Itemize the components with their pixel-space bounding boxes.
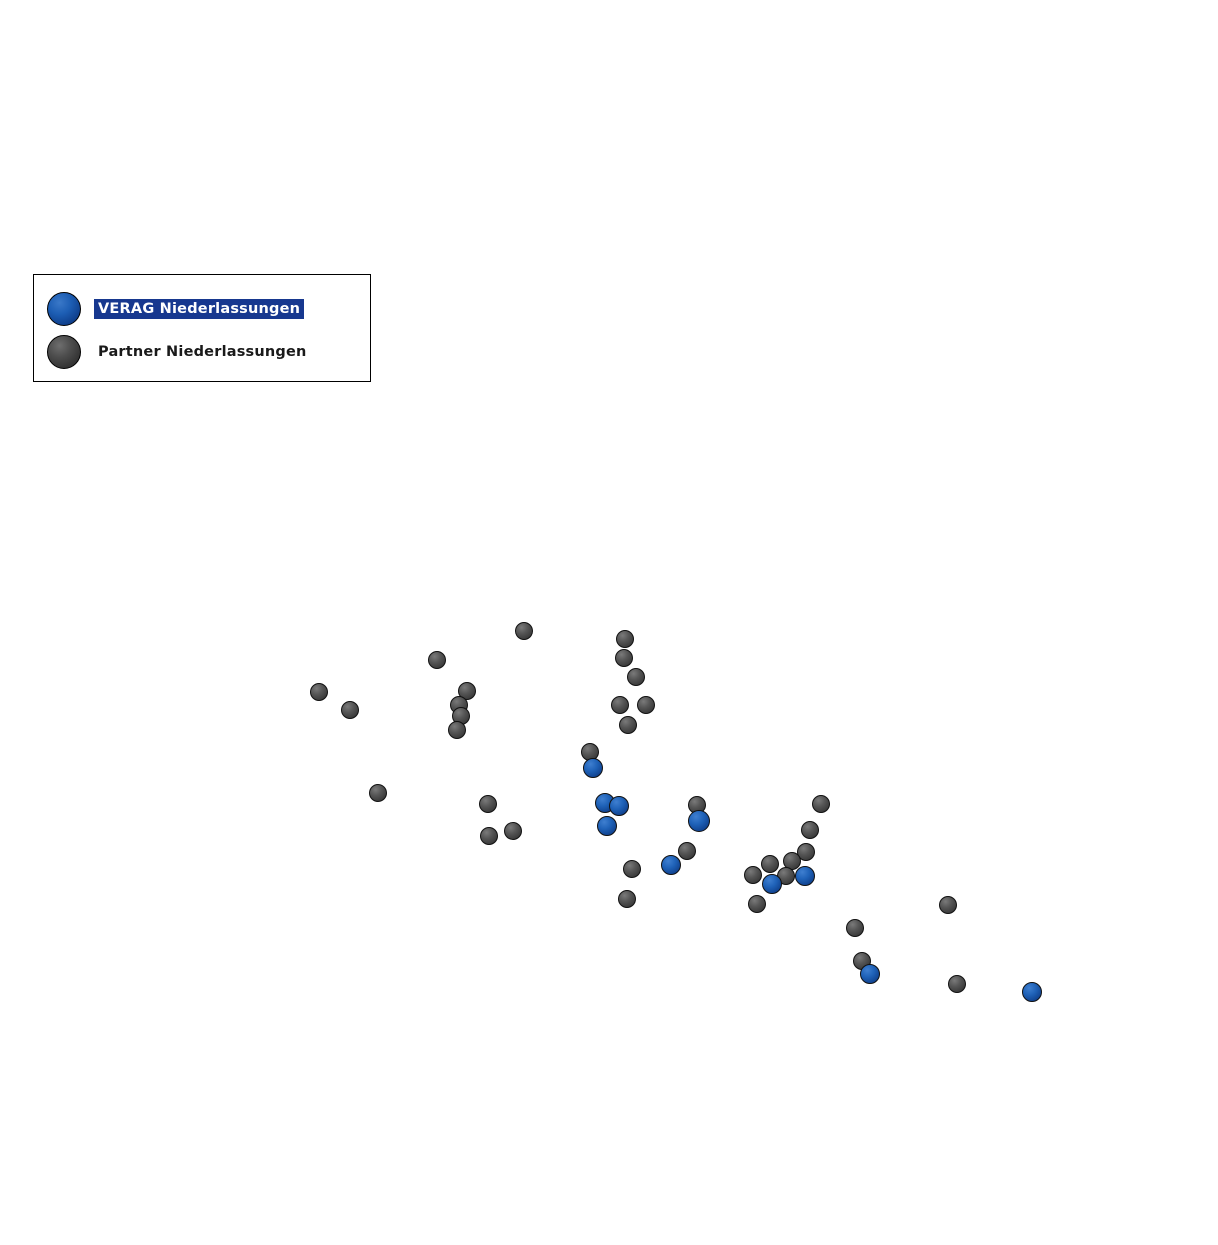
map-marker-partner[interactable]	[310, 683, 328, 701]
legend-label-verag: VERAG Niederlassungen	[94, 299, 304, 319]
map-marker-partner[interactable]	[428, 651, 446, 669]
map-marker-partner[interactable]	[801, 821, 819, 839]
legend-item-partner[interactable]	[34, 334, 311, 370]
map-marker-partner[interactable]	[504, 822, 522, 840]
map-marker-verag[interactable]	[597, 816, 617, 836]
map-marker-verag[interactable]	[583, 758, 603, 778]
map-marker-partner[interactable]	[744, 866, 762, 884]
map-marker-partner[interactable]	[611, 696, 629, 714]
map-marker-partner[interactable]	[812, 795, 830, 813]
map-marker-verag[interactable]	[1022, 982, 1042, 1002]
map-marker-partner[interactable]	[637, 696, 655, 714]
map-marker-partner[interactable]	[846, 919, 864, 937]
map-marker-partner[interactable]	[627, 668, 645, 686]
map-marker-verag[interactable]	[661, 855, 681, 875]
map-marker-verag[interactable]	[688, 810, 710, 832]
legend-label-partner: Partner Niederlassungen	[98, 344, 307, 360]
map-marker-partner[interactable]	[369, 784, 387, 802]
map-legend	[33, 274, 371, 382]
map-marker-partner[interactable]	[939, 896, 957, 914]
map-marker-partner[interactable]	[623, 860, 641, 878]
map-marker-partner[interactable]	[678, 842, 696, 860]
map-marker-partner[interactable]	[948, 975, 966, 993]
map-marker-partner[interactable]	[515, 622, 533, 640]
legend-marker-verag-icon	[47, 292, 81, 326]
map-marker-partner[interactable]	[618, 890, 636, 908]
map-marker-verag[interactable]	[860, 964, 880, 984]
map-marker-partner[interactable]	[448, 721, 466, 739]
legend-marker-partner-icon	[47, 335, 81, 369]
map-marker-partner[interactable]	[615, 649, 633, 667]
map-marker-verag[interactable]	[762, 874, 782, 894]
map-marker-partner[interactable]	[341, 701, 359, 719]
map-marker-partner[interactable]	[748, 895, 766, 913]
map-marker-partner[interactable]	[480, 827, 498, 845]
map-marker-verag[interactable]	[609, 796, 629, 816]
map-marker-partner[interactable]	[619, 716, 637, 734]
map-marker-partner[interactable]	[616, 630, 634, 648]
map-marker-partner[interactable]	[761, 855, 779, 873]
legend-item-verag[interactable]	[34, 291, 304, 327]
map-marker-verag[interactable]	[795, 866, 815, 886]
map-marker-partner[interactable]	[479, 795, 497, 813]
